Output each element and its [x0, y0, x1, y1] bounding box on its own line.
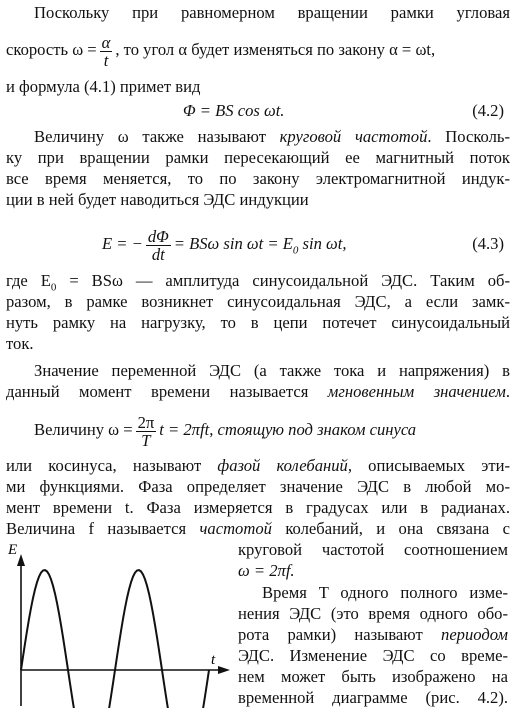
text-line: ции в ней будет наводиться ЭДС индукции: [6, 190, 309, 209]
text-line: где $E_0 = BS\omega$ — амплитуда синусоидальной ЭДС. Таким об-: [6, 271, 510, 294]
fraction-alpha-t: $\frac{\alpha}{t}$: [101, 32, 111, 70]
text-line: нем может быть изображено на: [238, 667, 508, 686]
text-line-with-fraction: [6, 30, 510, 70]
y-axis-label: E: [8, 542, 18, 558]
sine-curve: [21, 570, 209, 708]
sine-wave-diagram: [6, 540, 232, 708]
term-phase: фазой колебаний: [217, 456, 348, 475]
term-circular-frequency: круговой частотой: [279, 127, 428, 146]
text-line: мент времени t. Фаза измеряется в градусах или в радианах.: [6, 498, 510, 517]
text-line: нуть рамку на нагрузку, то в цепи потечет синусоидальный: [6, 313, 510, 332]
text-line: Величина f называется частотой колебаний, и она связана с: [6, 519, 510, 538]
term-period: периодом: [441, 625, 508, 644]
text-fragment: скорость ω =: [6, 40, 97, 59]
equation-text: E = − $\frac{d\Phi}{dt}$ = BSω $\sin \omega t = E_0$ sin ωt,: [102, 226, 347, 264]
text-line: ω = 2πf.: [238, 561, 295, 580]
x-axis-label: t: [211, 652, 216, 668]
equation-number: (4.3): [472, 234, 504, 253]
text-line: все время меняется, то по закону электромагнитной индук-: [6, 169, 510, 188]
x-axis-arrow: [218, 666, 230, 674]
text-line: Значение переменной ЭДС (а также тока и напряжения) в: [34, 361, 510, 380]
equation-number: (4.2): [472, 101, 504, 120]
text-line: временной диаграмме (рис. 4.2).: [238, 688, 508, 707]
text-line-with-fraction: Величину ω = $\frac{2\pi}{T}$ t = 2πft, стоящую под знаком синуса: [34, 412, 417, 450]
text-line: Величину ω также называют круговой частотой. Посколь-: [34, 127, 510, 146]
text-line: Поскольку при равномерном вращении рамки угловая: [34, 3, 510, 22]
text-line: или косинуса, называют фазой колебаний, описываемых эти-: [6, 456, 511, 475]
text-line: рота рамки) называют периодом: [238, 625, 508, 644]
fraction-2pi-T: $\frac{2\pi}{T}$: [137, 412, 155, 450]
fraction-dphi-dt: $\frac{d\Phi}{dt}$: [147, 226, 169, 264]
text-line: разом, в рамке возникнет синусоидальная ЭДС, а если замк-: [6, 292, 510, 311]
term-frequency: частотой: [199, 519, 272, 538]
text-line: нения ЭДС (это время одного обо-: [238, 604, 508, 623]
text-fragment: , то угол α будет изменяться по закону α = ωt,: [115, 40, 436, 59]
text-line: ЭДС. Изменение ЭДС со време-: [238, 646, 508, 665]
figure-4-2-sine-diagram: [6, 540, 232, 708]
text-line: данный момент времени называется мгновенным значением.: [6, 382, 510, 401]
text-line: ми функциями. Фаза определяет значение ЭДС в любой мо-: [6, 477, 510, 496]
equation-text: Φ = BS cos ωt.: [183, 101, 285, 120]
text-line: Время T одного полного изме-: [262, 583, 508, 602]
text-line: и формула (4.1) примет вид: [6, 77, 201, 96]
text-line: круговой частотой соотношением: [238, 540, 508, 559]
equation-4-3: [6, 224, 510, 264]
y-axis-arrow: [17, 554, 25, 566]
text-line: ток.: [6, 334, 34, 353]
term-instantaneous-value: мгновенным значением: [327, 382, 506, 401]
text-line: ку при вращении рамки пересекающий ее магнитный поток: [6, 148, 510, 167]
